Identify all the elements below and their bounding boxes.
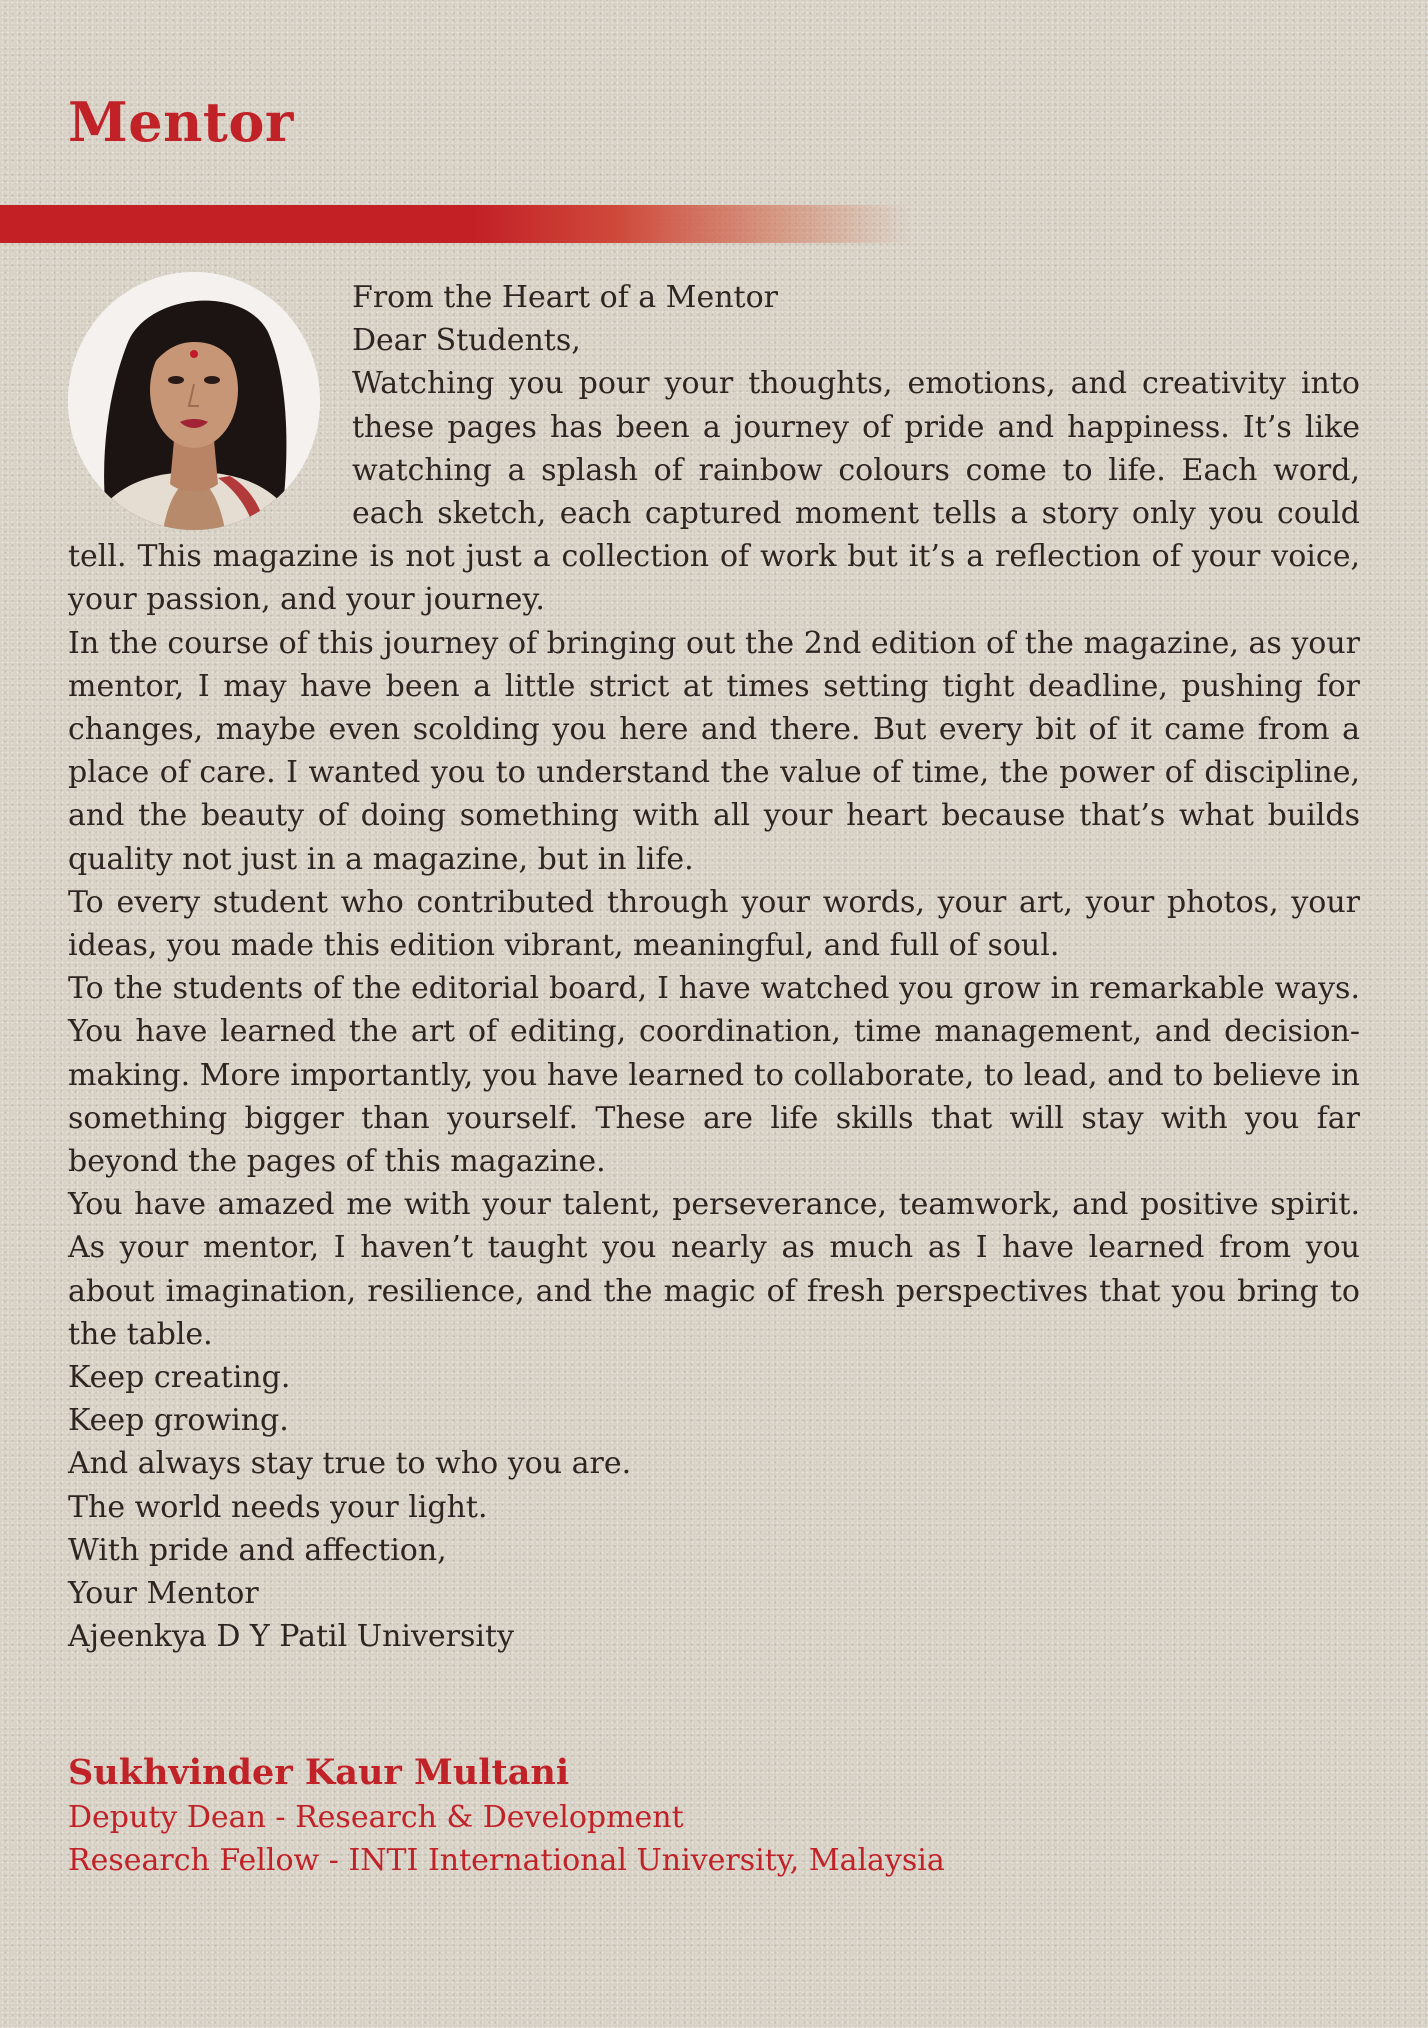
letter-closing-line: And always stay true to who you are. — [68, 1446, 632, 1482]
letter-closing-line: Ajeenkya D Y Patil University — [68, 1619, 515, 1655]
title-divider-bar — [0, 205, 910, 243]
letter-paragraph: Watching you pour your thoughts, emotions, and creativity into these pages has been a journey of pride and happiness. It’s like watching a splash of rainbow colours come to life. Each word, each sketch, each captured moment tells a story only you could tell. This magazine is not just a collection of work but it’s a reflection of your voice, your passion, and your journey. — [68, 366, 1360, 618]
signature-role-1: Deputy Dean - Research & Development — [68, 1800, 684, 1835]
letter-body — [68, 276, 1360, 1659]
letter-closing-line: The world needs your light. — [68, 1489, 488, 1525]
portrait-wrap-spacer — [68, 276, 352, 526]
letter-paragraph: In the course of this journey of bringing out the 2nd edition of the magazine, as your mentor, I may have been a little strict at times setting tight deadline, pushing for changes, maybe even scolding you here and there. But every bit of it came from a place of care. I wanted you to understand the value of time, the power of discipline, and the beauty of doing something with all your heart because that’s what builds quality not just in a magazine, but in life. — [68, 625, 1360, 877]
letter-paragraph: To every student who contributed through your words, your art, your photos, your ideas, you made this edition vibrant, meaningful, and full of soul. — [68, 884, 1360, 964]
letter-closing-line: Keep creating. — [68, 1360, 291, 1396]
letter-paragraph: You have amazed me with your talent, perseverance, teamwork, and positive spirit. As your mentor, I haven’t taught you nearly as much as I have learned from you about imagination, resilience, and the magic of fresh perspectives that you bring to the table. — [68, 1187, 1360, 1352]
letter-paragraph: To the students of the editorial board, I have watched you grow in remarkable ways. You have learned the art of editing, coordination, time management, and decision-making. More importantly, you have learned to collaborate, to lead, and to believe in something bigger than yourself. These are life skills that will stay with you far beyond the pages of this magazine. — [68, 971, 1360, 1180]
letter-heading: From the Heart of a Mentor — [352, 280, 778, 315]
letter-closing-line: Your Mentor — [68, 1576, 259, 1612]
letter-salutation: Dear Students, — [352, 323, 581, 359]
signature-role-2: Research Fellow - INTI International University, Malaysia — [68, 1843, 945, 1878]
page-title: Mentor — [68, 90, 294, 154]
letter-closing-line: Keep growing. — [68, 1403, 289, 1439]
signature-name: Sukhvinder Kaur Multani — [68, 1752, 570, 1793]
letter-closing-line: With pride and affection, — [68, 1532, 447, 1568]
